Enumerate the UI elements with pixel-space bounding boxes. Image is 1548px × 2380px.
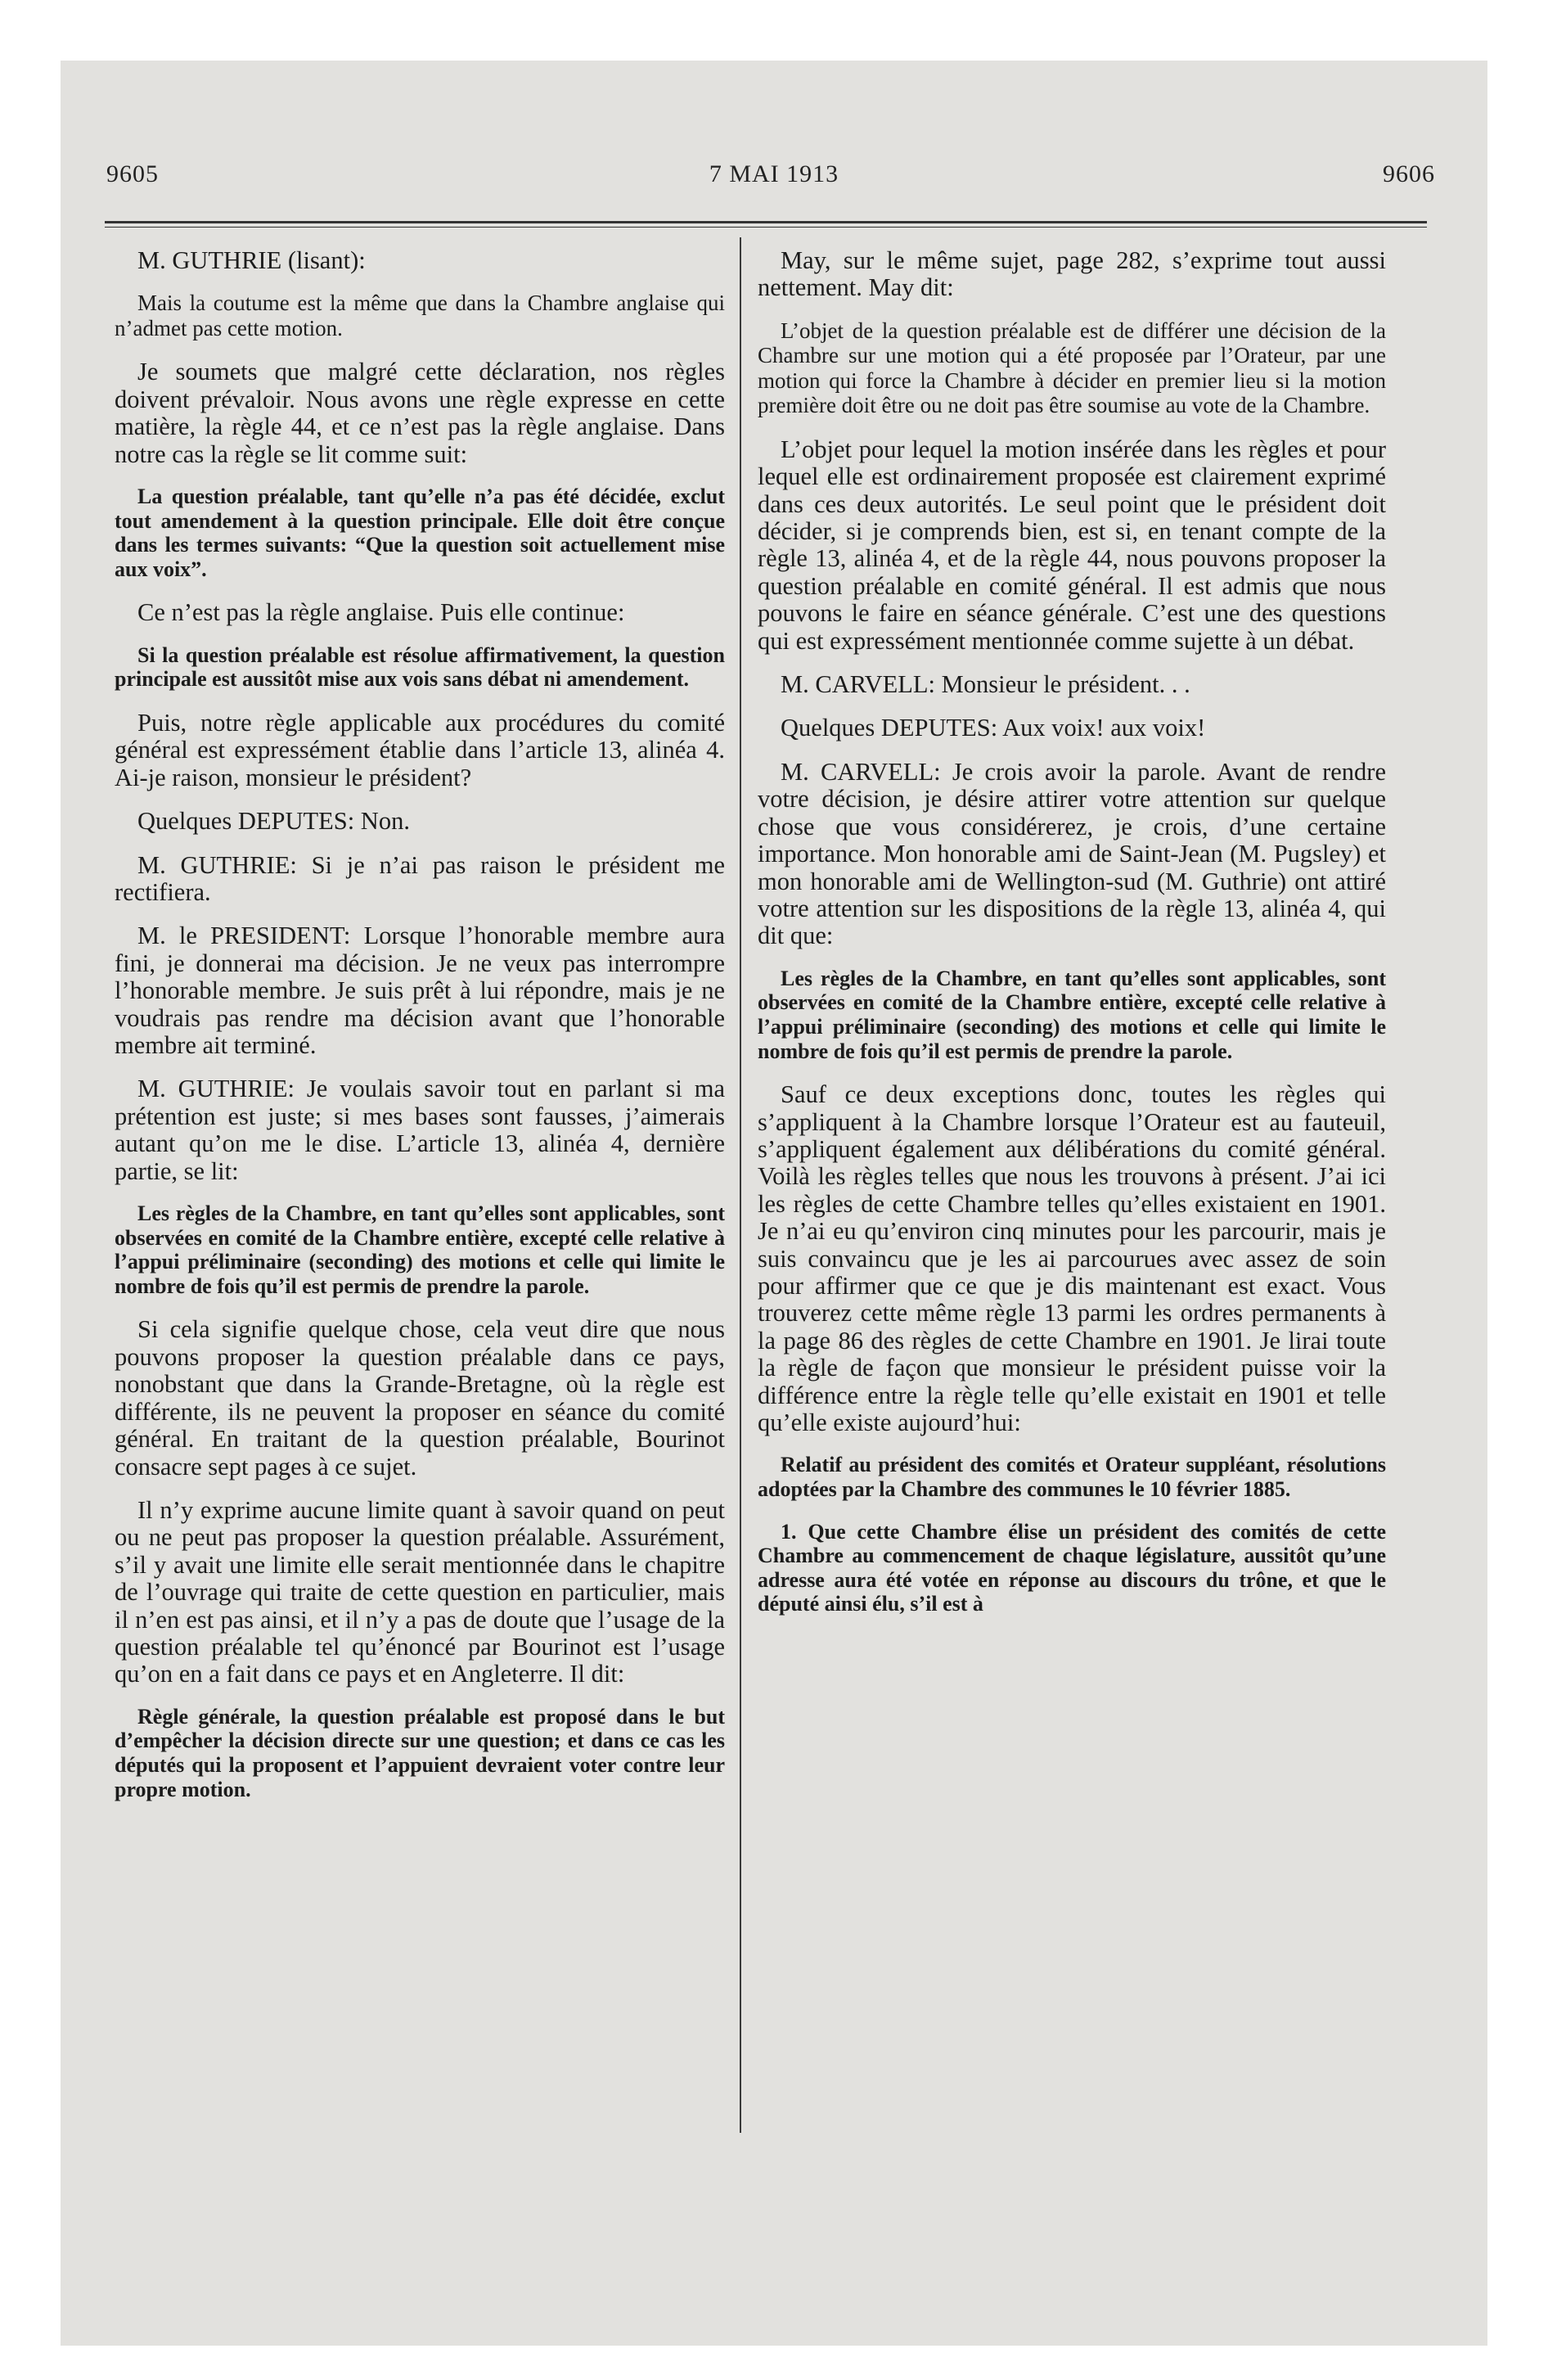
paragraph: L’objet pour lequel la motion insérée dans les règles et pour lequel elle est ordinairement proposée est clairement exprimé dans ces deux autorités. Le seul point que le président doit décider, si je comprends bien, est si, en tenant compte de la règle 13, alinéa 4, et de la règle 44, nous pouvons proposer la question préalable en comité général. Il est admis que nous pouvons le faire en séance générale. C’est une des questions qui est expressément mentionnée comme sujette à un débat.: [758, 435, 1386, 655]
right-page-number: 9606: [1383, 160, 1435, 187]
paragraph: M. le PRESIDENT: Lorsque l’honorable membre aura fini, je donnerai ma décision. Je ne veux pas interrompre l’honorable membre. Je suis prêt à lui répondre, mais je ne voudrais pas rendre ma décision avant que l’honorable membre ait terminé.: [115, 922, 725, 1060]
quotation: Mais la coutume est la même que dans la Chambre anglaise qui n’admet pas cette motion.: [115, 291, 725, 340]
paragraph: M. GUTHRIE: Si je n’ai pas raison le président me rectifiera.: [115, 850, 725, 907]
paragraph: Ce n’est pas la règle anglaise. Puis elle continue:: [137, 598, 625, 627]
paragraph: Quelques DEPUTES: Non.: [137, 807, 410, 836]
header-rule-thin: [105, 227, 1427, 228]
paragraph: M. GUTHRIE: Je voulais savoir tout en parlant si ma prétention est juste; si mes bases sont fausses, j’aimerais autant qu’on me le dise. L’article 13, alinéa 4, dernière partie, se lit:: [115, 1075, 725, 1185]
paragraph: M. CARVELL: Je crois avoir la parole. Avant de rendre votre décision, je désire attirer votre attention sur quelque chose que vous considérerez, je crois, d’une certaine importance. Mon honorable ami de Saint-Jean (M. Pugsley) et mon honorable ami de Wellington-sud (M. Guthrie) ont attiré votre attention sur les dispositions de la règle 13, alinéa 4, qui dit que:: [758, 757, 1386, 950]
paragraph: May, sur le même sujet, page 282, s’exprime tout aussi nettement. May dit:: [758, 246, 1386, 302]
quotation: Si la question préalable est résolue affirmativement, la question principale est aussitôt mise aux vois sans débat ni amendement.: [115, 642, 725, 692]
right-column: [758, 247, 1386, 1616]
paragraph: M. CARVELL: Monsieur le président. . .: [781, 670, 1190, 699]
paragraph: Il n’y exprime aucune limite quant à savoir quand on peut ou ne peut pas proposer la question préalable. Assurément, s’il y avait une limite elle serait mentionnée dans le chapitre de l’ouvrage qui traite de cette question en particulier, mais il n’en est pas ainsi, et il n’y a pas de doute que l’usage de la question préalable tel qu’énoncé par Bourinot est l’usage qu’on en a fait dans ce pays et en Angleterre. Il dit:: [115, 1495, 725, 1688]
quotation: Relatif au président des comités et Orateur suppléant, résolutions adoptées par la Chambre des communes le 10 février 1885.: [758, 1453, 1386, 1501]
numbered-resolution: 1. Que cette Chambre élise un président des comités de cette Chambre au commencement de chaque législature, aussitôt qu’une adresse aura été votée en réponse au discours du trône, et que le député ainsi élu, s’il est à: [758, 1519, 1386, 1616]
page-date: 7 MAI 1913: [709, 160, 839, 187]
paragraph: Puis, notre règle applicable aux procédures du comité général est expressément établie dans l’article 13, alinéa 4. Ai-je raison, monsieur le président?: [115, 709, 725, 791]
column-divider: [740, 237, 741, 2133]
paragraph: Je soumets que malgré cette déclaration, nos règles doivent prévaloir. Nous avons une règle expresse en cette matière, la règle 44, et ce n’est pas la règle anglaise. Dans notre cas la règle se lit comme suit:: [115, 358, 725, 468]
speaker-heading: M. GUTHRIE (lisant):: [137, 246, 366, 274]
left-column: [115, 247, 725, 1819]
left-page-number: 9605: [106, 160, 159, 187]
paragraph: Sauf ce deux exceptions donc, toutes les règles qui s’appliquent à la Chambre lorsque l’Orateur est au fauteuil, s’appliquent également aux délibérations du comité général. Voilà les règles telles que nous les trouvons à présent. J’ai ici les règles de cette Chambre telles qu’elles existaient en 1901. Je n’ai eu qu’environ cinq minutes pour les parcourir, mais je suis convaincu que je les ai parcourues avec assez de soin pour affirmer que ce que je dis maintenant est exact. Vous trouverez cette même règle 13 parmi les ordres permanents à la page 86 des règles de cette Chambre en 1901. Je lirai toute la règle de façon que monsieur le président puisse voir la différence entre la règle telle qu’elle existait en 1901 et telle qu’elle existe aujourd’hui:: [758, 1080, 1386, 1436]
paragraph: Si cela signifie quelque chose, cela veut dire que nous pouvons proposer la question préalable dans ce pays, nonobstant que dans la Grande-Bretagne, où la règle est différente, ils ne peuvent la proposer en séance du comité général. En traitant de la question préalable, Bourinot consacre sept pages à ce sujet.: [115, 1315, 725, 1481]
paragraph: Quelques DEPUTES: Aux voix! aux voix!: [781, 714, 1206, 742]
quotation: L’objet de la question préalable est de différer une décision de la Chambre sur une motion qui a été proposée par l’Orateur, par une motion qui force la Chambre à décider en premier lieu si la motion première doit être ou ne doit pas être soumise au vote de la Chambre.: [758, 318, 1386, 418]
quotation: La question préalable, tant qu’elle n’a pas été décidée, exclut tout amendement à la question principale. Elle doit être conçue dans les termes suivants: “Que la question soit actuellement mise aux voix”.: [115, 485, 725, 581]
quotation: Les règles de la Chambre, en tant qu’elles sont applicables, sont observées en comité de la Chambre entière, excepté celle relative à l’appui préliminaire (seconding) des motions et celle qui limite le nombre de fois qu’il est permis de prendre la parole.: [115, 1201, 725, 1298]
quotation: Les règles de la Chambre, en tant qu’elles sont applicables, sont observées en comité de la Chambre entière, excepté celle relative à l’appui préliminaire (seconding) des motions et celle qui limite le nombre de fois qu’il est permis de prendre la parole.: [758, 966, 1386, 1063]
header-rule: [105, 221, 1427, 223]
quotation: Règle générale, la question préalable est proposé dans le but d’empêcher la décision directe sur une question; et dans ce cas les députés qui la proposent et l’appuient devraient voter contre leur propre motion.: [115, 1704, 725, 1801]
scanned-page: [61, 61, 1487, 2346]
